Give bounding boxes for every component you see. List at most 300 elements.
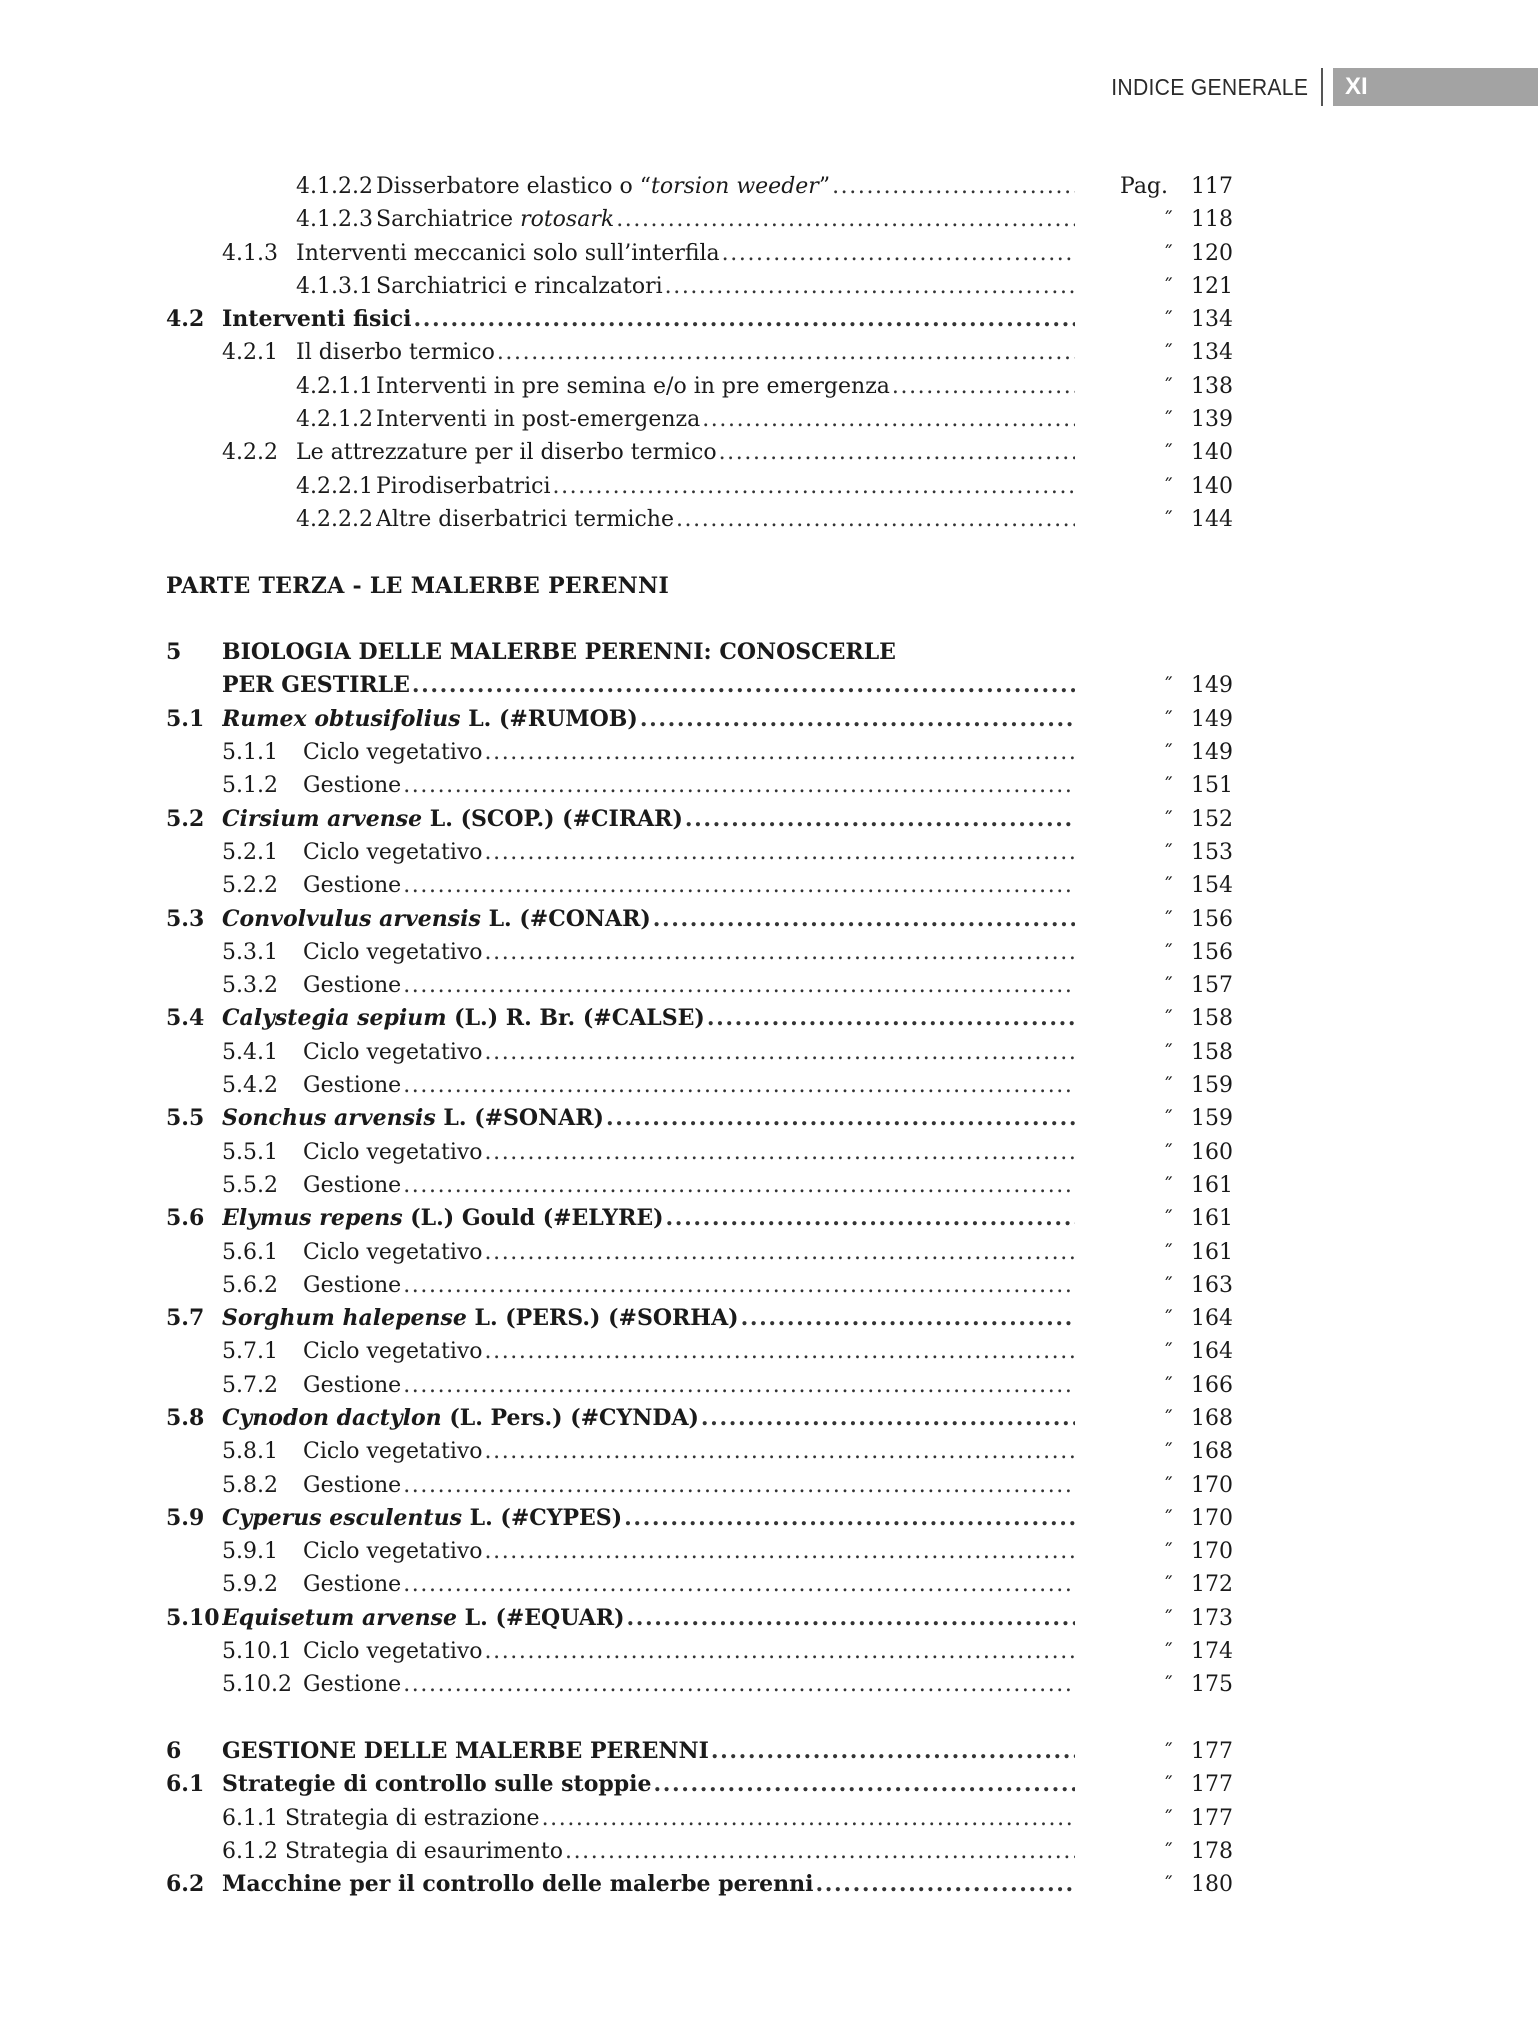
entry-title: [376, 470, 1075, 503]
entry-title-text: [303, 1435, 485, 1468]
entry-title: [303, 1335, 1075, 1368]
ditto-mark: ˝: [1163, 373, 1173, 398]
entry-title: [303, 1036, 1075, 1069]
entry-title-text: [296, 237, 722, 270]
title-segment: Il diserbo termico: [296, 340, 495, 366]
title-segment: Ciclo vegetativo: [303, 1039, 483, 1065]
ditto-mark: ˝: [1163, 806, 1173, 831]
dot-leader: [676, 503, 1075, 536]
ditto-mark: ˝: [1163, 240, 1173, 265]
title-segment: L. (#EQUAR): [457, 1604, 625, 1631]
entry-title-text: [376, 203, 616, 236]
entry-title: [222, 1602, 1075, 1635]
entry-title-text: [222, 1402, 701, 1435]
ditto-mark: ˝: [1163, 1738, 1173, 1763]
entry-title-text: [303, 1169, 403, 1202]
dot-leader: [624, 1502, 1075, 1535]
toc-row: [166, 1002, 1233, 1035]
entry-title: [222, 1002, 1075, 1035]
entry-title-text: [303, 1335, 485, 1368]
entry-title-text: [303, 1635, 485, 1668]
toc-row: [166, 1502, 1233, 1535]
page-number: 168: [1191, 1405, 1233, 1431]
ditto-mark: ˝: [1163, 1672, 1173, 1697]
entry-title-text: [222, 903, 653, 936]
entry-title: [303, 1668, 1075, 1701]
entry-title-text: [303, 936, 485, 969]
ditto-mark: ˝: [1163, 1006, 1173, 1031]
species-name: Convolvulus arvensis: [222, 905, 481, 932]
section-number: 5.4.2: [222, 1073, 278, 1099]
species-name: Equisetum arvense: [222, 1604, 457, 1631]
entry-title-text: [296, 336, 497, 369]
ditto-mark: ˝: [1163, 1439, 1173, 1464]
entry-title: [303, 869, 1075, 902]
title-segment: (L.) R. Br. (#CALSE): [446, 1005, 705, 1032]
page-number: 160: [1191, 1139, 1233, 1165]
section-number: 4.1.2.2: [296, 174, 373, 199]
dot-leader: [627, 1602, 1076, 1635]
entry-title-text: [376, 470, 553, 503]
entry-title-text: [303, 736, 485, 769]
dot-leader: [485, 1236, 1075, 1269]
entry-title-text: [222, 1202, 666, 1235]
species-name: torsion weeder: [651, 174, 819, 199]
entry-title: [222, 1102, 1075, 1135]
section-number: 5.3.1: [222, 939, 278, 965]
dot-leader: [403, 1469, 1075, 1502]
table-of-contents: [166, 170, 1233, 1901]
section-number: 5.1.2: [222, 773, 278, 799]
dot-leader: [640, 703, 1075, 736]
ditto-mark: ˝: [1163, 207, 1173, 232]
page-number: 134: [1191, 307, 1233, 333]
entry-title: [222, 1502, 1075, 1535]
toc-row: [166, 1602, 1233, 1635]
species-name: Rumex obtusifolius: [222, 705, 461, 732]
entry-title-text: [303, 1568, 403, 1601]
dot-leader: [606, 1102, 1075, 1135]
entry-title: [303, 1069, 1075, 1102]
dot-leader: [403, 769, 1075, 802]
entry-title: [222, 669, 1075, 702]
section-number: 6.2: [166, 1871, 205, 1898]
toc-row: [166, 703, 1233, 736]
section-number: 5.2: [166, 805, 205, 832]
title-segment: Gestione: [303, 773, 402, 799]
title-segment: L. (#SONAR): [435, 1105, 604, 1132]
dot-leader: [653, 903, 1075, 936]
page-number: 139: [1191, 407, 1233, 433]
section-number: 5.10: [166, 1604, 220, 1631]
toc-row: [166, 869, 1233, 902]
toc-row: [166, 203, 1233, 236]
dot-leader: [485, 1535, 1075, 1568]
entry-title: [303, 1136, 1075, 1169]
toc-row: [166, 1469, 1233, 1502]
ditto-mark: ˝: [1163, 1605, 1173, 1630]
entry-title: [303, 1269, 1075, 1302]
entry-title-text: [303, 1668, 403, 1701]
dot-leader: [701, 1402, 1075, 1435]
chapter-number: 5: [166, 639, 182, 666]
entry-title: [303, 769, 1075, 802]
ditto-mark: ˝: [1163, 340, 1173, 365]
title-segment: Pirodiserbatrici: [376, 473, 551, 499]
toc-row: [166, 1568, 1233, 1601]
section-number: 5.5.1: [222, 1139, 278, 1165]
toc-row: [166, 303, 1233, 336]
toc-row: [166, 903, 1233, 936]
page-number: 138: [1191, 373, 1233, 399]
ditto-mark: ˝: [1163, 1206, 1173, 1231]
dot-leader: [403, 1568, 1075, 1601]
ditto-mark: ˝: [1163, 1306, 1173, 1331]
entry-title: [222, 703, 1075, 736]
entry-title-text: [303, 769, 403, 802]
species-name: Elymus repens: [222, 1205, 403, 1232]
dot-leader: [403, 1069, 1075, 1102]
toc-row: [166, 170, 1233, 203]
page-number: 163: [1191, 1272, 1233, 1298]
title-segment: Interventi in post-emergenza: [376, 407, 701, 433]
running-header-title: INDICE GENERALE: [1111, 73, 1309, 100]
entry-title: [296, 237, 1075, 270]
part-title: PARTE TERZA - LE MALERBE PERENNI: [166, 572, 670, 599]
title-segment: Ciclo vegetativo: [303, 1339, 483, 1365]
page-number: 158: [1191, 1039, 1233, 1065]
title-segment: Gestione: [303, 1672, 402, 1698]
entry-title: [222, 1402, 1075, 1435]
page-number: 161: [1191, 1172, 1233, 1198]
toc-row: [166, 336, 1233, 369]
toc-row: [166, 1369, 1233, 1402]
ditto-mark: ˝: [1163, 1073, 1173, 1098]
entry-title-text: [303, 1269, 403, 1302]
section-number: 5.9: [166, 1504, 205, 1531]
title-segment: ”: [818, 174, 831, 199]
ditto-mark: ˝: [1163, 407, 1173, 432]
entry-title: [222, 1768, 1075, 1801]
toc-row: [166, 503, 1233, 536]
section-number: 5.5: [166, 1105, 205, 1132]
page-number: 154: [1191, 873, 1233, 899]
entry-title-text: [303, 869, 403, 902]
title-segment: Ciclo vegetativo: [303, 1539, 483, 1565]
section-number: 5.4: [166, 1005, 205, 1032]
title-segment: Gestione: [303, 1172, 402, 1198]
ditto-mark: ˝: [1163, 740, 1173, 765]
title-segment: L. (#RUMOB): [460, 705, 638, 732]
title-segment: Gestione: [303, 1372, 402, 1398]
ditto-mark: ˝: [1163, 973, 1173, 998]
chapter-heading: [166, 636, 1233, 669]
entry-title: [303, 1169, 1075, 1202]
dot-leader: [403, 1169, 1075, 1202]
title-segment: Le attrezzature per il diserbo termico: [296, 440, 717, 466]
section-number: 5.7: [166, 1305, 205, 1332]
ditto-mark: ˝: [1163, 1039, 1173, 1064]
entry-title-text: [222, 1102, 606, 1135]
ditto-mark: ˝: [1163, 1339, 1173, 1364]
dot-leader: [892, 370, 1075, 403]
dot-leader: [685, 803, 1075, 836]
entry-title-text: [303, 1036, 485, 1069]
toc-row: [166, 370, 1233, 403]
section-number: 4.1.2.3: [296, 207, 373, 233]
dot-leader: [403, 1668, 1075, 1701]
entry-title: [296, 336, 1075, 369]
entry-title: [303, 1236, 1075, 1269]
title-segment: (L. Pers.) (#CYNDA): [441, 1404, 699, 1431]
page-number: 118: [1191, 207, 1233, 233]
toc-row: [166, 1036, 1233, 1069]
dot-leader: [485, 1335, 1075, 1368]
toc-row: [166, 736, 1233, 769]
entry-title: [303, 1369, 1075, 1402]
entry-title-text: [376, 370, 892, 403]
ditto-mark: ˝: [1163, 506, 1173, 531]
dot-leader: [497, 336, 1075, 369]
ditto-mark: ˝: [1163, 1139, 1173, 1164]
ditto-mark: ˝: [1163, 1239, 1173, 1264]
section-number: 4.1.3.1: [296, 273, 373, 299]
pag-label: Pag.: [1120, 174, 1169, 199]
title-segment: Ciclo vegetativo: [303, 740, 483, 766]
section-number: 5.6.1: [222, 1239, 278, 1265]
page-number: 158: [1191, 1006, 1233, 1032]
dot-leader: [485, 1136, 1075, 1169]
page-number: 161: [1191, 1206, 1233, 1232]
entry-title: [222, 1868, 1075, 1901]
ditto-mark: ˝: [1163, 1272, 1173, 1297]
toc-row: [166, 836, 1233, 869]
dot-leader: [485, 1435, 1075, 1468]
title-segment: Gestione: [303, 1272, 402, 1298]
entry-title: [296, 436, 1075, 469]
toc-row: [166, 436, 1233, 469]
toc-row: [166, 769, 1233, 802]
ditto-mark: ˝: [1163, 873, 1173, 898]
entry-title-text: [222, 1602, 627, 1635]
page-number: 177: [1191, 1805, 1233, 1831]
entry-title: [303, 836, 1075, 869]
page-number: 164: [1191, 1306, 1233, 1332]
title-segment: Interventi in pre semina e/o in pre emergenza: [376, 373, 890, 399]
section-number: 5.9.1: [222, 1539, 278, 1565]
dot-leader: [616, 203, 1075, 236]
toc-row: [166, 470, 1233, 503]
title-segment: Disserbatore elastico o “: [376, 174, 651, 199]
toc-row: [166, 1069, 1233, 1102]
species-name: Sorghum halepense: [222, 1305, 467, 1332]
dot-leader: [403, 869, 1075, 902]
dot-leader: [741, 1302, 1075, 1335]
dot-leader: [542, 1802, 1075, 1835]
dot-leader: [413, 303, 1075, 336]
title-segment: Ciclo vegetativo: [303, 839, 483, 865]
title-segment: Ciclo vegetativo: [303, 939, 483, 965]
section-number: 5.4.1: [222, 1039, 278, 1065]
entry-title-text: 6.1.2 Strategia di esaurimento: [222, 1835, 565, 1868]
toc-row: [166, 936, 1233, 969]
page-number: 161: [1191, 1239, 1233, 1265]
toc-row: [166, 969, 1233, 1002]
title-segment: Gestione: [303, 973, 402, 999]
dot-leader: [485, 836, 1075, 869]
page-number: 177: [1191, 1772, 1233, 1798]
page-number: 166: [1191, 1372, 1233, 1398]
toc-row: [166, 237, 1233, 270]
page-number: 140: [1191, 473, 1233, 499]
title-segment: L. (PERS.) (#SORHA): [466, 1305, 739, 1332]
ditto-mark: ˝: [1163, 773, 1173, 798]
dot-leader: [722, 237, 1075, 270]
entry-title-text: [376, 503, 676, 536]
dot-leader: [665, 270, 1075, 303]
entry-title: [303, 936, 1075, 969]
entry-title: [303, 969, 1075, 1002]
section-number: 5.3.2: [222, 973, 278, 999]
dot-leader: [832, 170, 1075, 203]
title-segment: L. (#CONAR): [480, 905, 651, 932]
dot-leader: [485, 936, 1075, 969]
dot-leader: [485, 1635, 1075, 1668]
title-segment: Sarchiatrici e rincalzatori: [376, 273, 663, 299]
dot-leader: [403, 1269, 1075, 1302]
ditto-mark: ˝: [1163, 706, 1173, 731]
toc-row: [166, 1835, 1233, 1868]
ditto-mark: ˝: [1163, 673, 1173, 698]
toc-row: [166, 803, 1233, 836]
page-number: 159: [1191, 1073, 1233, 1099]
toc-row: [166, 1202, 1233, 1235]
page-number: 173: [1191, 1605, 1233, 1631]
toc-row: [166, 1868, 1233, 1901]
entry-title: [222, 1202, 1075, 1235]
entry-title-text: [222, 669, 412, 702]
section-number: 4.1.3: [222, 240, 278, 266]
title-segment: Gestione: [303, 1073, 402, 1099]
page-number: 178: [1191, 1838, 1233, 1864]
toc-row: [166, 1735, 1233, 1768]
page-number: 159: [1191, 1106, 1233, 1132]
entry-title: [376, 370, 1075, 403]
page-number: 153: [1191, 839, 1233, 865]
title-segment: Ciclo vegetativo: [303, 1439, 483, 1465]
dot-leader: [403, 969, 1075, 1002]
section-number: 5.3: [166, 905, 205, 932]
section-number: 5.8.2: [222, 1472, 278, 1498]
toc-row: [166, 1535, 1233, 1568]
page-number: 144: [1191, 506, 1233, 532]
entry-title: [303, 1535, 1075, 1568]
dot-leader: [702, 403, 1075, 436]
species-name: Cyperus esculentus: [222, 1504, 462, 1531]
toc-row: [166, 1635, 1233, 1668]
entry-title: [303, 1568, 1075, 1601]
entry-title-text: [222, 803, 685, 836]
section-number: 4.2: [166, 306, 205, 333]
page-number: 157: [1191, 973, 1233, 999]
entry-title-text: [222, 1502, 624, 1535]
toc-row: [166, 1236, 1233, 1269]
chapter-title-line1: BIOLOGIA DELLE MALERBE PERENNI: CONOSCERLE: [222, 639, 896, 666]
ditto-mark: ˝: [1163, 1539, 1173, 1564]
entry-title: [376, 403, 1075, 436]
page-number: 170: [1191, 1539, 1233, 1565]
dot-leader: [707, 1002, 1075, 1035]
title-segment: Gestione: [303, 873, 402, 899]
section-number: 5.2.2: [222, 873, 278, 899]
toc-row: [166, 1668, 1233, 1701]
dot-leader: [565, 1835, 1075, 1868]
section-number: 4.2.2.1: [296, 473, 373, 499]
section-number: 5.8.1: [222, 1439, 278, 1465]
page-number: 170: [1191, 1472, 1233, 1498]
header-divider: [1321, 68, 1323, 106]
entry-title-text: [303, 1136, 485, 1169]
dot-leader: [653, 1768, 1075, 1801]
ditto-mark: ˝: [1163, 473, 1173, 498]
running-header: [1093, 68, 1538, 106]
entry-title-text: [303, 836, 485, 869]
species-name: Calystegia sepium: [222, 1005, 447, 1032]
page-number: 174: [1191, 1639, 1233, 1665]
entry-title-text: [222, 303, 413, 336]
entry-title-text: [303, 1535, 485, 1568]
title-segment: L. (#CYPES): [461, 1504, 623, 1531]
title-segment: Gestione: [303, 1572, 402, 1598]
title-segment: Ciclo vegetativo: [303, 1639, 483, 1665]
toc-row: [166, 1435, 1233, 1468]
ditto-mark: ˝: [1163, 1872, 1173, 1897]
entry-title-text: [222, 1768, 653, 1801]
ditto-mark: ˝: [1163, 440, 1173, 465]
section-number: 4.2.2.2: [296, 506, 373, 532]
toc-row: [166, 1102, 1233, 1135]
part-heading: [166, 570, 1233, 603]
ditto-mark: ˝: [1163, 1372, 1173, 1397]
section-number: 5.1.1: [222, 740, 278, 766]
entry-title: [222, 1302, 1075, 1335]
section-number: 5.9.2: [222, 1572, 278, 1598]
toc-row: [166, 403, 1233, 436]
entry-title-text: 6.1.1 Strategia di estrazione: [222, 1802, 542, 1835]
entry-title-text: [222, 703, 640, 736]
page-number-roman: XI: [1333, 68, 1538, 106]
ditto-mark: ˝: [1163, 939, 1173, 964]
species-name: Cirsium arvense: [222, 805, 423, 832]
species-name: rotosark: [520, 207, 615, 233]
page-number: 152: [1191, 806, 1233, 832]
dot-leader: [485, 1036, 1075, 1069]
section-number: 6: [166, 1737, 182, 1764]
entry-title-text: [303, 1469, 403, 1502]
title-segment: Strategie di controllo sulle stoppie: [222, 1771, 652, 1798]
title-segment: PER GESTIRLE: [222, 672, 410, 699]
title-segment: Gestione: [303, 1472, 402, 1498]
section-number: 4.2.1: [222, 340, 278, 366]
ditto-mark: ˝: [1163, 1639, 1173, 1664]
entry-title: [376, 203, 1075, 236]
section-number: 5.5.2: [222, 1172, 278, 1198]
toc-row: [166, 1169, 1233, 1202]
entry-title: [376, 270, 1075, 303]
entry-title-text: [303, 1069, 403, 1102]
page-number: 117: [1191, 174, 1233, 199]
ditto-mark: ˝: [1163, 1172, 1173, 1197]
